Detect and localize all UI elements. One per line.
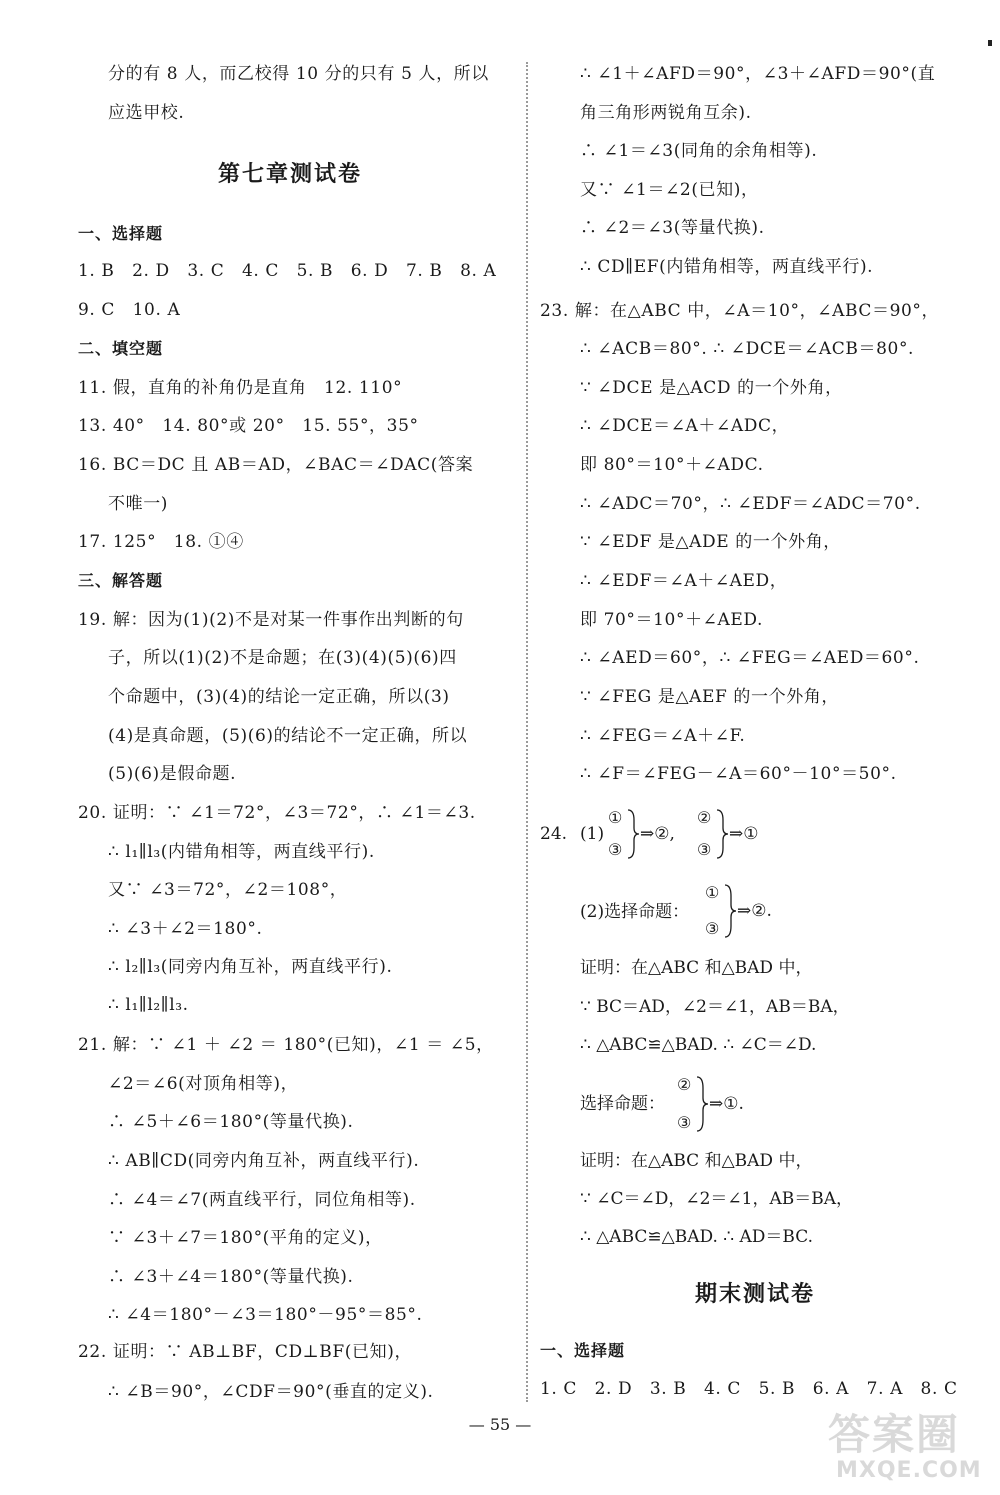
- right-text-line: ∴ ∠ACB＝80°. ∴ ∠DCE＝∠ACB＝80°.: [580, 339, 915, 359]
- q24-choose2-label: 选择命题：: [580, 1094, 665, 1114]
- q24-premise-3b: ③: [697, 840, 712, 859]
- q24-choice2-premise-3: ③: [677, 1113, 692, 1132]
- left-text-line: 22. 证明：∵ AB⊥BF，CD⊥BF(已知)，: [78, 1342, 413, 1362]
- left-text-line: ∴ ∠5＋∠6＝180°(等量代换).: [108, 1112, 354, 1132]
- right-text-line: ∴ ∠FEG＝∠A＋∠F.: [580, 726, 746, 746]
- section-heading: 三、解答题: [78, 571, 164, 590]
- q24-choice-conclusion-2: ⇒②.: [737, 901, 772, 921]
- chapter-title: 第七章测试卷: [218, 161, 363, 187]
- right-text-line: 即 70°＝10°＋∠AED.: [580, 610, 764, 630]
- q24-proof2-line3: ∴ △ABC≌△BAD. ∴ AD＝BC.: [580, 1227, 814, 1247]
- right-text-line: ∴ ∠1＋∠AFD＝90°，∠3＋∠AFD＝90°(直: [580, 64, 936, 84]
- q24-premise-3: ③: [608, 840, 623, 859]
- left-text-line: ∴ l₂∥l₃(同旁内角互补，两直线平行).: [108, 957, 393, 977]
- left-text-line: ∴ AB∥CD(同旁内角互补，两直线平行).: [108, 1151, 420, 1171]
- left-text-line: 11. 假，直角的补角仍是直角 12. 110°: [78, 378, 403, 398]
- left-text-line: (5)(6)是假命题.: [108, 764, 237, 784]
- left-text-line: 13. 40° 14. 80°或 20° 15. 55°，35°: [78, 416, 419, 436]
- left-text-line: ∴ ∠4＝∠7(两直线平行，同位角相等).: [108, 1190, 416, 1210]
- q24-conclusion-2: ⇒②,: [640, 824, 675, 844]
- final-section-heading: 一、选择题: [540, 1341, 626, 1360]
- q24-brace-1: [626, 806, 640, 862]
- corner-mark: [988, 40, 992, 46]
- page-number: — 55 —: [468, 1415, 532, 1434]
- left-text-line: 19. 解：因为(1)(2)不是对某一件事作出判断的句: [78, 610, 464, 630]
- q24-choice2-conclusion-1: ⇒①.: [709, 1094, 744, 1114]
- left-text-line: ∴ l₁∥l₂∥l₃.: [108, 995, 189, 1015]
- q24-conclusion-1: ⇒①: [729, 824, 759, 844]
- right-text-line: ∴ CD∥EF(内错角相等，两直线平行).: [580, 257, 874, 277]
- q24-proof1-line2: ∵ BC＝AD，∠2＝∠1，AB＝BA，: [580, 997, 850, 1017]
- left-text-line: 16. BC＝DC 且 AB＝AD，∠BAC＝∠DAC(答案: [78, 455, 474, 475]
- right-text-line: ∴ ∠AED＝60°，∴ ∠FEG＝∠AED＝60°.: [580, 648, 920, 668]
- q24-part1-label: (1): [580, 824, 605, 844]
- left-text-line: ∴ ∠3＋∠2＝180°.: [108, 919, 263, 939]
- q24-proof2-line1: 证明：在△ABC 和△BAD 中，: [580, 1151, 813, 1171]
- left-text-line: 分的有 8 人，而乙校得 10 分的只有 5 人，所以: [108, 64, 489, 84]
- right-text-line: 角三角形两锐角互余).: [580, 103, 752, 123]
- right-text-line: ∴ ∠2＝∠3(等量代换).: [580, 218, 765, 238]
- left-text-line: ∴ ∠3＋∠4＝180°(等量代换).: [108, 1267, 354, 1287]
- left-text-line: ∵ ∠3＋∠7＝180°(平角的定义)，: [108, 1228, 383, 1248]
- right-text-line: ∵ ∠EDF 是△ADE 的一个外角，: [580, 532, 841, 552]
- right-text-line: ∴ ∠F＝∠FEG－∠A＝60°－10°＝50°.: [580, 764, 897, 784]
- q24-part2-label: (2)选择命题：: [580, 902, 690, 922]
- q24-brace-4: [695, 1073, 709, 1135]
- right-text-line: ∴ ∠1＝∠3(同角的余角相等).: [580, 141, 818, 161]
- right-text-line: ∴ ∠EDF＝∠A＋∠AED，: [580, 571, 788, 591]
- q24-proof2-line2: ∵ ∠C＝∠D，∠2＝∠1，AB＝BA，: [580, 1189, 854, 1209]
- left-text-line: 又∵ ∠3＝72°，∠2＝108°，: [108, 880, 348, 900]
- left-text-line: ∴ ∠B＝90°，∠CDF＝90°(垂直的定义).: [108, 1382, 434, 1402]
- q24-choice2-premise-2: ②: [677, 1075, 692, 1094]
- q24-brace-2: [715, 806, 729, 862]
- section-heading: 一、选择题: [78, 224, 164, 243]
- right-text-line: ∵ ∠FEG 是△AEF 的一个外角，: [580, 687, 840, 707]
- q24-label: 24.: [540, 824, 568, 844]
- q24-brace-3: [723, 881, 737, 941]
- q24-choice-premise-1: ①: [705, 883, 720, 902]
- watermark-text: 答案圈: [828, 1410, 961, 1459]
- q24-premise-1: ①: [608, 808, 623, 827]
- q24-choice-premise-3: ③: [705, 919, 720, 938]
- final-exam-title: 期末测试卷: [695, 1281, 816, 1307]
- section-heading: 二、填空题: [78, 339, 164, 358]
- watermark-logo: [818, 1400, 993, 1490]
- right-text-line: ∴ ∠ADC＝70°，∴ ∠EDF＝∠ADC＝70°.: [580, 494, 921, 514]
- left-text-line: ∠2＝∠6(对顶角相等)，: [108, 1074, 299, 1094]
- left-text-line: 9. C 10. A: [78, 300, 181, 320]
- left-text-line: 不唯一): [108, 494, 169, 514]
- left-text-line: 应选甲校.: [108, 103, 185, 123]
- right-text-line: 23. 解：在△ABC 中，∠A＝10°，∠ABC＝90°，: [540, 301, 940, 321]
- right-text-line: 即 80°＝10°＋∠ADC.: [580, 455, 764, 475]
- left-text-line: 20. 证明：∵ ∠1＝72°，∠3＝72°，∴ ∠1＝∠3.: [78, 803, 476, 823]
- final-answers: 1. C 2. D 3. B 4. C 5. B 6. A 7. A 8. C: [540, 1379, 958, 1399]
- left-text-line: 子，所以(1)(2)不是命题；在(3)(4)(5)(6)四: [108, 648, 457, 668]
- left-text-line: 1. B 2. D 3. C 4. C 5. B 6. D 7. B 8. A: [78, 261, 497, 281]
- right-text-line: 又∵ ∠1＝∠2(已知)，: [580, 180, 759, 200]
- left-text-line: ∴ ∠4＝180°－∠3＝180°－95°＝85°.: [108, 1305, 423, 1325]
- q24-proof1-line1: 证明：在△ABC 和△BAD 中，: [580, 958, 813, 978]
- q24-proof1-line3: ∴ △ABC≌△BAD. ∴ ∠C＝∠D.: [580, 1035, 817, 1055]
- left-text-line: (4)是真命题，(5)(6)的结论不一定正确，所以: [108, 726, 468, 746]
- left-text-line: ∴ l₁∥l₃(内错角相等，两直线平行).: [108, 842, 375, 862]
- left-text-line: 21. 解：∵ ∠1 ＋ ∠2 ＝ 180°(已知)，∠1 ＝ ∠5，: [78, 1035, 494, 1055]
- right-text-line: ∴ ∠DCE＝∠A＋∠ADC，: [580, 416, 790, 436]
- column-divider: [526, 62, 528, 1402]
- left-text-line: 个命题中，(3)(4)的结论一定正确，所以(3): [108, 687, 450, 707]
- q24-premise-2: ②: [697, 808, 712, 827]
- right-text-line: ∵ ∠DCE 是△ACD 的一个外角，: [580, 378, 843, 398]
- left-text-line: 17. 125° 18. ①④: [78, 532, 244, 552]
- watermark-url: MXQE.COM: [836, 1458, 982, 1483]
